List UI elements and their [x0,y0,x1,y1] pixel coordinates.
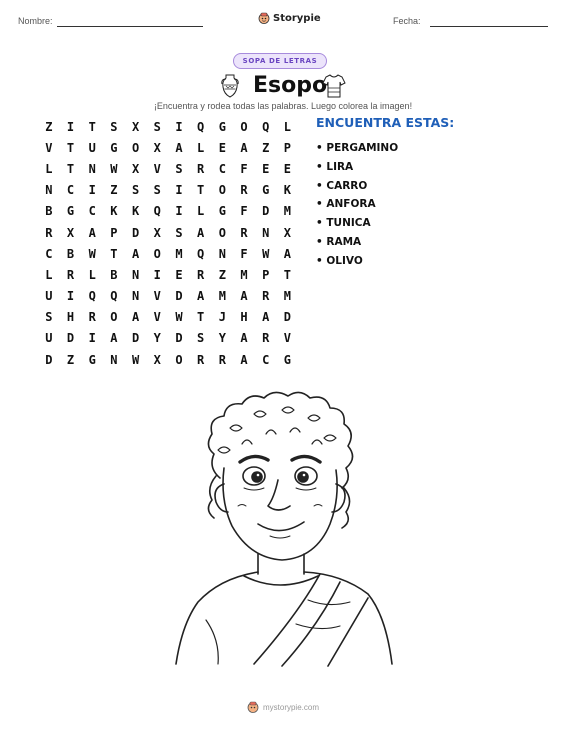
grid-cell[interactable]: T [66,140,75,155]
grid-cell[interactable]: N [131,267,140,282]
grid-cell[interactable]: W [110,161,118,176]
grid-cell[interactable]: A [262,310,270,325]
grid-cell[interactable]: M [240,267,248,282]
grid-cell[interactable]: A [197,289,205,304]
grid-cell[interactable]: O [175,352,183,367]
grid-cell[interactable]: A [197,225,205,240]
grid-cell[interactable]: Q [197,119,205,134]
grid-cell[interactable]: Z [218,267,226,282]
grid-cell[interactable]: I [175,183,183,198]
grid-cell[interactable]: A [240,289,248,304]
word-search-grid [38,116,298,370]
grid-cell[interactable]: E [262,161,270,176]
grid-cell[interactable]: G [262,183,270,198]
grid-cell[interactable]: O [218,225,226,240]
grid-cell[interactable]: T [110,246,118,261]
grid-cell[interactable]: G [218,204,226,219]
grid-cell[interactable]: V [153,161,161,176]
grid-cell[interactable]: W [175,310,183,325]
grid-cell[interactable]: X [131,161,140,176]
word-item: • CARRO [316,177,454,196]
grid-cell[interactable]: S [197,331,205,346]
grid-cell[interactable]: D [131,331,140,346]
grid-cell[interactable]: L [283,119,292,134]
grid-cell[interactable]: I [66,289,75,304]
grid-cell[interactable]: R [262,331,270,346]
word-item: • ANFORA [316,195,454,214]
amphora-icon [219,73,241,99]
grid-cell[interactable]: D [283,310,292,325]
grid-cell[interactable]: I [88,183,96,198]
grid-cell[interactable]: L [197,140,205,155]
word-list-panel [316,115,454,271]
grid-cell[interactable]: U [45,289,53,304]
grid-cell[interactable]: D [175,289,183,304]
grid-row [38,116,298,137]
brand-name: Storypie [273,12,321,24]
grid-cell[interactable]: D [175,331,183,346]
grid-cell[interactable]: K [283,183,292,198]
grid-cell[interactable]: X [131,119,140,134]
grid-cell[interactable]: R [240,183,248,198]
grid-cell[interactable]: I [175,119,183,134]
grid-cell[interactable]: V [153,289,161,304]
grid-row [38,222,298,243]
grid-row [38,264,298,285]
grid-cell[interactable]: R [66,267,75,282]
word-item: • RAMA [316,233,454,252]
grid-cell[interactable]: I [88,331,96,346]
grid-cell[interactable]: X [66,225,75,240]
grid-cell[interactable]: T [283,267,292,282]
grid-cell[interactable]: O [218,183,226,198]
grid-cell[interactable]: H [240,310,248,325]
grid-cell[interactable]: N [131,289,140,304]
grid-cell[interactable]: S [153,119,161,134]
grid-cell[interactable]: R [197,352,205,367]
grid-cell[interactable]: V [283,331,292,346]
grid-cell[interactable]: Q [88,289,96,304]
grid-cell[interactable]: N [88,161,96,176]
grid-cell[interactable]: K [131,204,140,219]
grid-cell[interactable]: M [283,289,292,304]
grid-cell[interactable]: Z [110,183,118,198]
brand-logo [258,12,321,24]
grid-cell[interactable]: A [240,140,248,155]
grid-cell[interactable]: A [240,352,248,367]
grid-cell[interactable]: A [175,140,183,155]
grid-cell[interactable]: Z [262,140,270,155]
grid-cell[interactable]: S [153,183,161,198]
grid-cell[interactable]: Y [218,331,226,346]
grid-cell[interactable]: T [197,183,205,198]
grid-cell[interactable]: W [262,246,270,261]
grid-cell[interactable]: Q [262,119,270,134]
grid-cell[interactable]: N [45,183,53,198]
grid-cell[interactable]: G [283,352,292,367]
grid-cell[interactable]: E [283,161,292,176]
grid-cell[interactable]: V [45,140,53,155]
grid-cell[interactable]: N [110,352,118,367]
footer-url[interactable]: mystorypie.com [262,702,319,712]
grid-cell[interactable]: T [66,161,75,176]
grid-cell[interactable]: D [66,331,75,346]
grid-cell[interactable]: M [218,289,226,304]
grid-cell[interactable]: B [66,246,75,261]
grid-cell[interactable]: P [110,225,118,240]
grid-cell[interactable]: O [110,310,118,325]
header-row [0,12,566,32]
grid-cell[interactable]: A [240,331,248,346]
grid-cell[interactable]: N [218,246,226,261]
grid-row [38,158,298,179]
grid-cell[interactable]: R [88,310,96,325]
name-field[interactable] [57,26,203,27]
word-item: • LIRA [316,158,454,177]
grid-cell[interactable]: A [131,310,140,325]
storypie-logo-icon [247,701,259,713]
grid-cell[interactable]: G [88,352,96,367]
grid-cell[interactable]: R [197,161,205,176]
grid-cell[interactable]: L [45,161,53,176]
grid-cell[interactable]: E [175,267,183,282]
word-item: • TUNICA [316,214,454,233]
grid-cell[interactable]: G [218,119,226,134]
grid-cell[interactable]: H [66,310,75,325]
grid-cell[interactable]: G [66,204,75,219]
grid-cell[interactable]: R [45,225,53,240]
grid-cell[interactable]: A [88,225,96,240]
grid-cell[interactable]: V [153,310,161,325]
grid-cell[interactable]: B [45,204,53,219]
grid-cell[interactable]: X [153,225,161,240]
grid-cell[interactable]: X [153,140,161,155]
name-label: Nombre: [18,16,53,26]
word-item: • OLIVO [316,252,454,271]
grid-row [38,201,298,222]
grid-cell[interactable]: C [66,183,75,198]
grid-cell[interactable]: Z [45,119,53,134]
grid-cell[interactable]: S [175,225,183,240]
grid-cell[interactable]: J [218,310,226,325]
grid-cell[interactable]: I [175,204,183,219]
grid-row [38,180,298,201]
grid-cell[interactable]: F [240,161,248,176]
grid-cell[interactable]: I [153,267,161,282]
grid-cell[interactable]: W [131,352,140,367]
word-list [316,139,454,271]
grid-cell[interactable]: S [131,183,140,198]
grid-cell[interactable]: I [66,119,75,134]
word-item: • PERGAMINO [316,139,454,158]
grid-cell[interactable]: C [262,352,270,367]
grid-cell[interactable]: Q [153,204,161,219]
grid-cell[interactable]: Q [110,289,118,304]
grid-cell[interactable]: O [153,246,161,261]
grid-cell[interactable]: O [240,119,248,134]
title-block [0,72,566,100]
grid-cell[interactable]: L [45,267,53,282]
grid-cell[interactable]: B [110,267,118,282]
grid-row [38,349,298,370]
grid-cell[interactable]: F [240,246,248,261]
tunic-icon [322,73,346,99]
grid-cell[interactable]: D [45,352,53,367]
instructions: ¡Encuentra y rodea todas las palabras. Luego colorea la imagen! [153,101,413,111]
grid-cell[interactable]: R [262,289,270,304]
grid-cell[interactable]: A [110,331,118,346]
grid-cell[interactable]: D [262,204,270,219]
grid-cell[interactable]: U [45,331,53,346]
page-title: Esopo [253,73,328,98]
grid-cell[interactable]: L [197,204,205,219]
grid-cell[interactable]: X [153,352,161,367]
grid-row [38,307,298,328]
grid-row [38,328,298,349]
date-label: Fecha: [393,16,421,26]
grid-cell[interactable]: R [218,352,226,367]
grid-cell[interactable]: M [175,246,183,261]
storypie-logo-icon [258,12,270,24]
grid-cell[interactable]: K [110,204,118,219]
grid-cell[interactable]: Y [153,331,161,346]
grid-row [38,286,298,307]
grid-cell[interactable]: E [218,140,226,155]
grid-cell[interactable]: P [262,267,270,282]
aesop-illustration [158,388,408,670]
grid-cell[interactable]: U [88,140,96,155]
grid-cell[interactable]: C [218,161,226,176]
grid-cell[interactable]: R [197,267,205,282]
grid-cell[interactable]: A [131,246,140,261]
grid-cell[interactable]: A [283,246,292,261]
grid-cell[interactable]: S [110,119,118,134]
grid-cell[interactable]: M [283,204,292,219]
date-field[interactable] [430,26,548,27]
grid-cell[interactable]: L [88,267,96,282]
activity-badge: SOPA DE LETRAS [233,53,327,69]
grid-cell[interactable]: C [45,246,53,261]
footer [0,701,566,713]
grid-cell[interactable]: O [131,140,140,155]
grid-cell[interactable]: T [88,119,96,134]
grid-cell[interactable]: S [175,161,183,176]
grid-cell[interactable]: F [240,204,248,219]
grid-cell[interactable]: C [88,204,96,219]
grid-cell[interactable]: W [88,246,96,261]
grid-cell[interactable]: N [262,225,270,240]
grid-cell[interactable]: D [131,225,140,240]
grid-cell[interactable]: G [110,140,118,155]
grid-cell[interactable]: Z [66,352,75,367]
grid-cell[interactable]: S [45,310,53,325]
grid-cell[interactable]: Q [197,246,205,261]
grid-cell[interactable]: R [240,225,248,240]
grid-cell[interactable]: P [283,140,292,155]
grid-row [38,137,298,158]
grid-cell[interactable]: X [283,225,292,240]
grid-cell[interactable]: T [197,310,205,325]
grid-row [38,243,298,264]
word-list-heading: ENCUENTRA ESTAS: [316,115,455,130]
